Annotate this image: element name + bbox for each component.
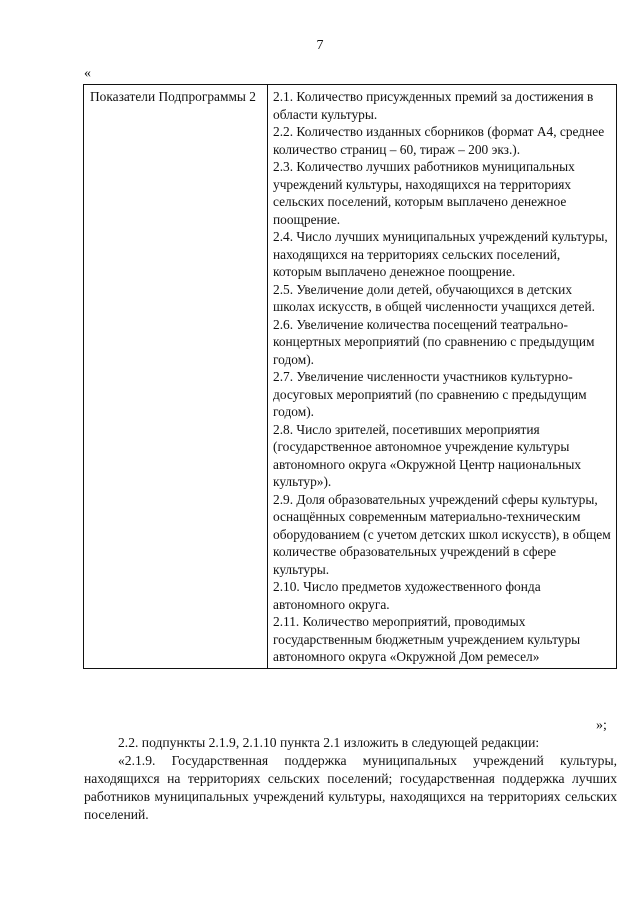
- page-number: 7: [316, 38, 324, 53]
- amendment-quoted-paragraph: «2.1.9. Государственная поддержка муниципальных учреждений культуры, находящихся на территориях сельских поселений; государственная поддержка лучших работников муниципальных учреждений культуры, находящихся на территориях сельских поселений.: [84, 753, 617, 822]
- indicator-item: 2.7. Увеличение численности участников культурно-досуговых мероприятий (по сравнению с предыдущим годом).: [273, 369, 587, 419]
- table-label-cell: [84, 85, 268, 669]
- indicator-item: 2.3. Количество лучших работников муниципальных учреждений культуры, находящихся на территориях сельских поселений, которым выплачено денежное поощрение.: [273, 159, 575, 227]
- table-row: [84, 85, 617, 669]
- table-items-cell: [268, 85, 617, 669]
- indicator-item: 2.5. Увеличение доли детей, обучающихся в детских школах искусств, в общей численности учащихся детей.: [273, 281, 595, 314]
- indicator-item: 2.1. Количество присужденных премий за достижения в области культуры.: [273, 89, 594, 122]
- indicators-label: Показатели Подпрограммы 2: [90, 89, 256, 104]
- indicator-item: 2.2. Количество изданных сборников (формат А4, среднее количество страниц – 60, тираж – 200 экз.).: [273, 124, 605, 157]
- closing-quote-mark: »;: [596, 718, 607, 733]
- amendment-intro-paragraph: 2.2. подпункты 2.1.9, 2.1.10 пункта 2.1 изложить в следующей редакции:: [118, 735, 540, 750]
- opening-quote-mark: «: [84, 66, 91, 81]
- indicator-item: 2.11. Количество мероприятий, проводимых государственным бюджетным учреждением культуры автономного округа «Окружной Дом ремесел»: [273, 614, 581, 664]
- indicator-item: 2.6. Увеличение количества посещений театрально-концертных мероприятий (по сравнению с предыдущим годом).: [273, 316, 595, 367]
- indicator-item: 2.8. Число зрителей, посетивших мероприятия (государственное автономное учреждение культуры автономного округа «Окружной Центр национальных культур»).: [273, 421, 582, 489]
- indicators-table: [83, 84, 617, 669]
- indicator-item: 2.4. Число лучших муниципальных учреждений культуры, находящихся на территориях сельских поселений, которым выплачено денежное поощрение.: [273, 229, 608, 279]
- indicator-item: 2.10. Число предметов художественного фонда автономного округа.: [273, 579, 541, 612]
- indicator-item: 2.9. Доля образовательных учреждений сферы культуры, оснащённых современным материально-техническим оборудованием (с учетом детских школ искусств), в общем количестве образовательных учреждений в сфере культуры.: [273, 491, 611, 577]
